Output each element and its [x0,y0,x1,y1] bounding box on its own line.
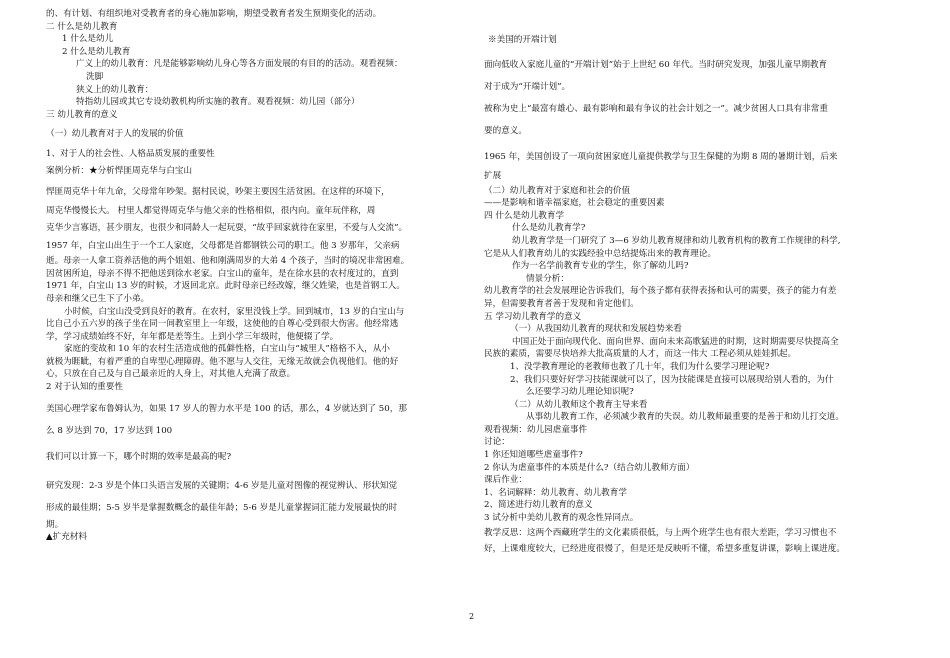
paragraph-line: • 悍匪周克华十年九命，父母常年吵架。据村民说，吵架主要因生活贫困。在这样的环境下， [46,181,470,203]
bullet-marker [484,22,906,34]
paragraph-line: • 面向低收入家庭儿童的“开端计划”始于上世纪 60 年代。当时研究发现，加强儿童早期教育 [484,54,906,76]
list-item: • 广义上的幼儿教育：凡是能够影响幼儿身心等各方面发展的有目的的活动。观看视频： [76,58,470,71]
text-line: 1 你还知道哪些虐童事件? [484,450,583,461]
text-line: 的、有计划、有组织地对受教育者的身心施加影响，期望受教育者发生预期变化的活动。 [46,9,382,19]
list-item: • 1、没学教育理论的老教师也教了几十年，我们为什么要学习理论呢? [510,361,906,374]
paragraph-line: 学，学习成绩始终不好，年年都是差等生。上到小学三年级时，他便辍了学。 [46,331,339,342]
paragraph-line: 1971 年，白宝山 13 岁的时候，才返回北京。此时母亲已经改嫁，继父姓梁，也是首钢工人。 [46,281,405,292]
section-heading: 三 幼儿教育的意义 [46,109,118,120]
paragraph-line: 教学反思：这两个西藏班学生的文化素质很低，与上两个班学生也有很大差距，学习习惯也不 [484,527,837,538]
paragraph-line: • 1965 年，美国创设了一项向贫困家庭儿童提供教学与卫生保健的为期 8 周的暑期计划，后来 [484,146,906,168]
subheading: 什么是幼儿教育学? [512,223,586,234]
paragraph-line: 中国正处于面向现代化、面向世界、面向未来高歌猛进的时期，这时期需要尽快提高全 [512,336,839,347]
subheading: 2 对于认知的重要性 [46,382,123,393]
paragraph-line: 期。 [46,519,64,530]
list-item: • 特指幼儿园或其它专设幼教机构所实施的教育。观看视频：幼儿园（部分） [76,96,470,109]
list-item: • （二）从幼儿教师这个教育主导来看 [510,399,906,412]
paragraph-line: 么 8 岁达到 70，17 岁达到 100 [46,425,173,436]
section-heading: ※美国的开端计划 [488,35,557,45]
case-title: 案例分析：★分析悍匪周克华与白宝山 [46,165,193,176]
paragraph-line: 家庭的变故和 10 年的农村生活造成他的孤僻性格，白宝山与“城里人”格格不入，从小 [64,344,390,355]
paragraph-line: 幼儿教育学是一门研究了 3—6 岁幼儿教育规律和幼儿教育机构的教育工作规律的科学, [512,235,841,246]
subheading: 1、对于人的社会性、人格品质发展的重要性 [46,148,215,159]
paragraph-line: 小时候，白宝山没受到良好的教育。在农村，家里没钱上学。回到城市，13 岁的白宝山与 [64,306,405,317]
paragraph-line: 母亲和继父已生下了小弟。 [46,293,150,304]
list-item: • 狭义上的幼儿教育： [76,84,470,97]
paragraph-line: 比自己小五六岁的孩子坐在同一间教室里上一年级，这使他的自尊心受到很大伤害。他经常逃 [46,319,399,330]
paragraph-line: • 1957 年，白宝山出生于一个工人家庭，父母都是首都钢铁公司的职工。他 3 岁那年，父亲病 [46,237,470,255]
paragraph-line: 民族的素质，需要尽快培养大批高质量的人才，而这一伟大 工程必须从娃娃抓起。 [484,349,797,360]
paragraph-line: • 美国心理学家布鲁姆认为，如果 17 岁人的智力水平是 100 的话，那么，4 岁就达到了 50，那 [46,398,470,420]
section-heading: 二 什么是幼儿教育 [46,21,118,32]
text-line: 2 你认为虐童事件的本质是什么?（结合幼儿教师方面） [484,462,695,473]
paragraph-line: 好，上课难度较大，已经进度很慢了，但是还是反映听不懂，希望多重复讲课，影响上课进度。 [484,543,845,554]
paragraph-line: • 被称为史上“最富有雄心、最有影响和最有争议的社会计划之一”。减少贫困人口具有非常重 [484,98,906,120]
paragraph-line: 就极为睚眦，有着严重的自卑型心理障碍。他不愿与人交往，无缘无故就会仇视他们。他的好 [46,356,399,367]
text-line: 1、名词解释：幼儿教育、幼儿教育学 [484,487,627,498]
paragraph-line: 扩展 [484,170,502,181]
paragraph-line: 要的意义。 [484,125,527,136]
text-line: 洗脚 [86,71,104,82]
paragraph-line: 作为一名学前教育专业的学生，你了解幼儿吗? [512,261,689,272]
paragraph-line: 周克华慢慢长大。 村里人都觉得周克华与他父亲的性格相似，很内向。童年玩伴称，周 [46,206,376,217]
page-number: 2 [469,612,475,621]
paragraph-line: 幼儿教育学的社会发展理论告诉我们，每个孩子都有获得表扬和认可的需要，孩子的能力有差 [484,286,837,297]
paragraph-line: 因贫困所迫，母亲不得不把他送到徐水老家。白宝山的童年，是在徐水县的农村度过的，直到 [46,268,399,279]
paragraph-line: 它是从人们教育幼儿的实践经验中总结提炼出来的教育理论。 [484,248,717,259]
paragraph-line: • 我们可以计算一下，哪个时期的效率是最高的呢? [46,446,470,468]
text-line: 观看视频：幼儿园虐童事件 [484,424,588,435]
list-item: • 2、我们只要好好学习技能课就可以了，因为技能课是直接可以展现给别人看的，为什 [510,374,906,387]
right-column [484,35,906,557]
paragraph-line: 对于成为“开端计划”。 [484,81,571,92]
subheading: 情景分析： [526,273,569,284]
text-line: 3 试分析中美幼儿教育的观念性异同点。 [484,513,639,524]
paragraph-line: 异，但需要教育者善于发现和肯定他们。 [484,298,639,309]
paragraph-line: • 研究发现：2-3 岁是个体口头语言发展的关键期；4-6 岁是儿童对图像的视觉辨认、形状知觉 [46,475,470,497]
left-column [46,9,470,544]
text-line: 课后作业： [484,475,527,486]
paragraph-line: 形成的最佳期；5-5 岁半是掌握数概念的最佳年龄；5-6 岁是儿童掌握词汇能力发展最快的时 [46,502,398,513]
paragraph-line: 心，只放在自己及与自己最亲近的人身上，对其他人充满了敌意。 [46,369,296,380]
subheading: 1 什么是幼儿 [62,34,114,45]
paragraph-line: 从事幼儿教育工作，必须减少教育的失误。幼儿教师最重要的是善于和幼儿打交道。 [526,412,844,423]
supplement-label: ▲扩充材料 [46,532,87,543]
subheading: 2 什么是幼儿教育 [62,46,131,57]
text-line: ——是影响和谐幸福家庭，社会稳定的重要因素 [484,198,665,209]
section-heading: 五 学习幼儿教育学的意义 [484,311,582,322]
paragraph-line: 么还要学习幼儿理论知识呢? [526,387,634,398]
subsection-heading: • （一）幼儿教育对于人的发展的价值 [46,128,470,141]
section-heading: 四 什么是幼儿教育学 [484,210,565,221]
paragraph-line: 克华少言寡语，甚少朋友，也很少和同龄人一起玩耍，“故乎回家就待在家里，不爱与人交流”。 [46,223,408,234]
text-line: 讨论： [484,437,510,448]
paragraph-line: 逝。母亲一人拿工资养活他的两个姐姐、他和刚满周岁的大弟 4 个孩子，当时的境况非常困难。 [46,256,410,267]
list-item: • （一）从我国幼儿教育的现状和发展趋势来看 [510,323,906,336]
text-line: 2、简述进行幼儿教育的意义 [484,500,593,511]
subsection-heading: （二）幼儿教育对于家庭和社会的价值 [484,185,631,196]
